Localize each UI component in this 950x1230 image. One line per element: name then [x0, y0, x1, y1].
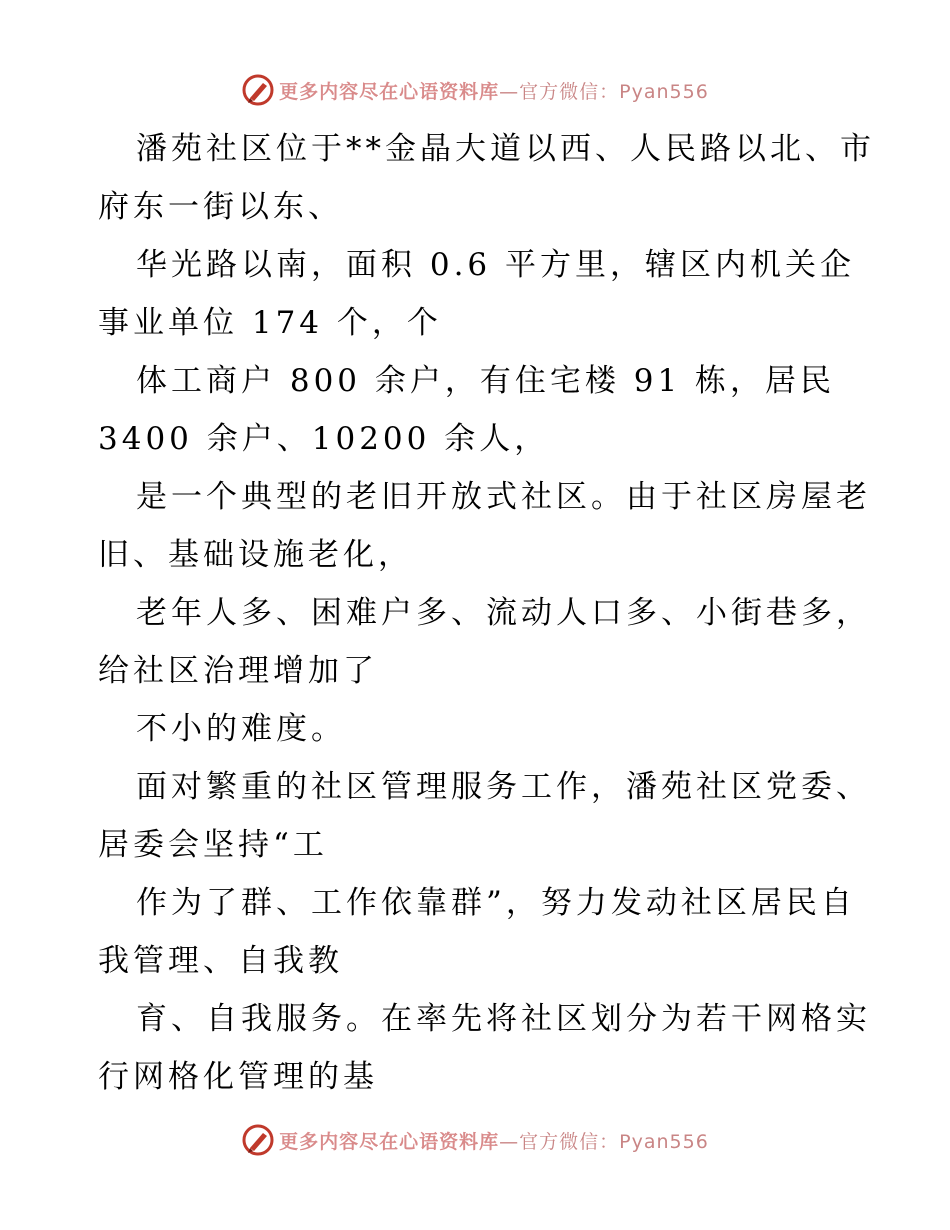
- text-line: 3400 余户、10200 余人，: [98, 421, 550, 457]
- text-line: 育、自我服务。在率先将社区划分为若干网格实: [136, 1001, 871, 1037]
- pen-logo-icon: [241, 1123, 275, 1157]
- text-line: 给社区治理增加了: [98, 653, 378, 689]
- text-line: 体工商户 800 余户，有住宅楼 91 栋，居民: [136, 363, 836, 399]
- text-line: 府东一街以东、: [98, 189, 343, 225]
- watermark-wechat: 官方微信：Pyan556: [519, 80, 709, 103]
- text-line: 面对繁重的社区管理服务工作，潘苑社区党委、: [136, 769, 871, 805]
- text-line: 是一个典型的老旧开放式社区。由于社区房屋老: [136, 479, 871, 515]
- document-body: [98, 120, 875, 1106]
- text-line: 不小的难度。: [136, 711, 346, 747]
- text-line: 华光路以南，面积 0.6 平方里，辖区内机关企: [136, 247, 856, 283]
- watermark-text: [279, 1127, 709, 1154]
- footer-watermark: [0, 1122, 950, 1158]
- pen-logo-icon: [241, 73, 275, 107]
- text-line: 旧、基础设施老化，: [98, 537, 413, 573]
- watermark-main: 更多内容尽在心语资料库: [279, 80, 500, 103]
- text-line: 作为了群、工作依靠群”，努力发动社区居民自: [136, 885, 856, 921]
- text-line: 我管理、自我教: [98, 943, 343, 979]
- text-line: 居委会坚持“工: [98, 827, 328, 863]
- text-line: 老年人多、困难户多、流动人口多、小街巷多，: [136, 595, 871, 631]
- text-line: 事业单位 174 个，个: [98, 305, 442, 341]
- watermark-dash: —: [499, 1130, 520, 1153]
- header-watermark: [0, 72, 950, 108]
- watermark-dash: —: [499, 80, 520, 103]
- text-line: 潘苑社区位于**金晶大道以西、人民路以北、市: [136, 131, 875, 167]
- text-line: 行网格化管理的基: [98, 1059, 378, 1095]
- watermark-text: [279, 77, 709, 104]
- watermark-main: 更多内容尽在心语资料库: [279, 1130, 500, 1153]
- watermark-wechat: 官方微信：Pyan556: [519, 1130, 709, 1153]
